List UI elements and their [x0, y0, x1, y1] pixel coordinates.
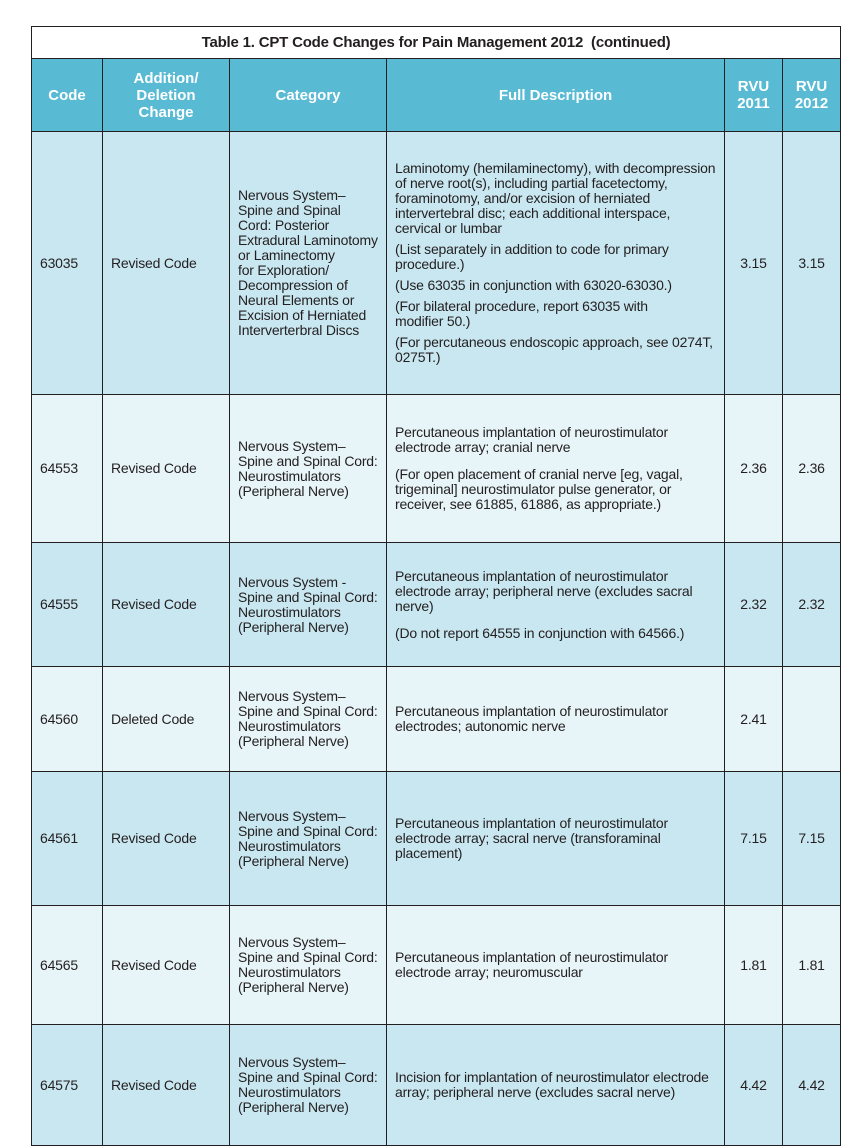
cell-rvu-2012: 2.36	[783, 395, 841, 543]
description-line: Percutaneous implantation of neurostimulator	[395, 567, 668, 584]
category-line: or Laminectomy	[238, 247, 335, 263]
cell-rvu-2011: 2.32	[725, 543, 783, 667]
category-line: Spine and Spinal Cord:	[238, 588, 378, 605]
description-line: cervical or lumbar	[395, 220, 502, 236]
table-title-text: Table 1. CPT Code Changes for Pain Management 2012	[201, 34, 584, 51]
category-line: Spine and Spinal Cord:	[238, 822, 378, 839]
category-line: Spine and Spinal Cord:	[238, 452, 378, 469]
description-paragraph	[395, 950, 716, 980]
table-row	[32, 395, 841, 543]
description-line: electrode array; cranial nerve	[395, 439, 571, 455]
cell-change: Revised Code	[103, 543, 230, 667]
description-line: electrodes; autonomic nerve	[395, 718, 566, 734]
description-line: receiver, see 61885, 61886, as appropriate.)	[395, 496, 661, 512]
cell-description	[387, 543, 725, 667]
category-line: Nervous System–	[238, 807, 346, 824]
description-line: of nerve root(s), including partial facetectomy,	[395, 175, 668, 191]
cell-code: 64565	[32, 906, 103, 1025]
cell-rvu-2011: 1.81	[725, 906, 783, 1025]
category-line: Neurostimulators	[238, 603, 341, 620]
description-paragraph	[395, 569, 716, 614]
description-line: array; peripheral nerve (excludes sacral nerve)	[395, 1084, 676, 1100]
cell-category	[230, 772, 387, 906]
header-category: Category	[230, 59, 387, 132]
cell-rvu-2012: 7.15	[783, 772, 841, 906]
category-line: Decompression of	[238, 277, 348, 293]
description-line: Percutaneous implantation of neurostimulator	[395, 815, 668, 831]
cell-category	[230, 1025, 387, 1146]
header-rvu-2011: RVU 2011	[725, 59, 783, 132]
header-change: Addition/ Deletion Change	[103, 59, 230, 132]
description-paragraph	[395, 626, 716, 641]
cell-change: Revised Code	[103, 1025, 230, 1146]
cell-description	[387, 906, 725, 1025]
category-line: Nervous System -	[238, 573, 347, 590]
description-paragraph	[395, 425, 716, 455]
table-title-suffix: (continued)	[591, 34, 671, 51]
category-line: Nervous System–	[238, 437, 346, 454]
table-row	[32, 132, 841, 395]
table-body	[32, 132, 841, 1146]
description-line: (For percutaneous endoscopic approach, see 0274T,	[395, 334, 713, 350]
table-row	[32, 906, 841, 1025]
description-line: Incision for implantation of neurostimulator electrode	[395, 1069, 709, 1085]
cell-code: 64560	[32, 667, 103, 772]
cell-code: 64575	[32, 1025, 103, 1146]
description-line: electrode array; sacral nerve (transforaminal	[395, 830, 661, 846]
cell-change: Revised Code	[103, 906, 230, 1025]
category-line: (Peripheral Nerve)	[238, 852, 349, 869]
category-line: (Peripheral Nerve)	[238, 482, 349, 499]
cell-category	[230, 667, 387, 772]
description-paragraph	[395, 467, 716, 512]
cell-rvu-2012: 1.81	[783, 906, 841, 1025]
description-line: modifier 50.)	[395, 313, 471, 329]
cell-code: 64555	[32, 543, 103, 667]
cell-description	[387, 667, 725, 772]
description-paragraph	[395, 1070, 716, 1100]
cell-category	[230, 906, 387, 1025]
cell-category	[230, 395, 387, 543]
category-line: Neurostimulators	[238, 1084, 341, 1100]
description-line: Percutaneous implantation of neurostimulator	[395, 424, 668, 440]
description-paragraph	[395, 335, 716, 365]
cell-change: Deleted Code	[103, 667, 230, 772]
description-line: Percutaneous implantation of neurostimulator	[395, 949, 668, 965]
description-line: (List separately in addition to code for primary	[395, 241, 669, 257]
description-line: placement)	[395, 845, 463, 861]
cell-rvu-2011: 2.36	[725, 395, 783, 543]
description-line: Laminotomy (hemilaminectomy), with decompression	[395, 160, 716, 176]
cell-change: Revised Code	[103, 132, 230, 395]
category-line: Spine and Spinal Cord:	[238, 1069, 378, 1085]
table-row	[32, 543, 841, 667]
category-line: Neurostimulators	[238, 467, 341, 484]
description-paragraph	[395, 704, 716, 734]
description-line: intervertebral disc; each additional interspace,	[395, 205, 671, 221]
category-line: Neurostimulators	[238, 837, 341, 854]
description-line: nerve)	[395, 597, 434, 614]
cell-code: 63035	[32, 132, 103, 395]
table-row	[32, 667, 841, 772]
category-line: Spine and Spinal Cord:	[238, 949, 378, 965]
description-line: (For open placement of cranial nerve [eg, vagal,	[395, 466, 683, 482]
header-description: Full Description	[387, 59, 725, 132]
description-line: (Use 63035 in conjunction with 63020-63030.)	[395, 277, 672, 293]
cell-rvu-2012	[783, 667, 841, 772]
description-paragraph	[395, 278, 716, 293]
cpt-code-changes-table-container	[31, 26, 840, 1146]
description-line: 0275T.)	[395, 349, 441, 365]
description-line: electrode array; neuromuscular	[395, 964, 583, 980]
category-line: (Peripheral Nerve)	[238, 1099, 349, 1115]
description-line: procedure.)	[395, 256, 465, 272]
table-row	[32, 772, 841, 906]
category-line: Cord: Posterior	[238, 217, 330, 233]
cell-rvu-2011: 3.15	[725, 132, 783, 395]
category-line: Nervous System–	[238, 688, 346, 704]
category-line: Nervous System–	[238, 187, 346, 203]
cell-category	[230, 543, 387, 667]
cpt-code-changes-table	[31, 26, 841, 1146]
category-line: (Peripheral Nerve)	[238, 618, 349, 635]
header-code: Code	[32, 59, 103, 132]
category-line: Interverterbral Discs	[238, 322, 360, 338]
cell-code: 64561	[32, 772, 103, 906]
table-header-row	[32, 59, 841, 132]
description-line: (For bilateral procedure, report 63035 with	[395, 298, 648, 314]
cell-code: 64553	[32, 395, 103, 543]
cell-rvu-2012: 4.42	[783, 1025, 841, 1146]
cell-description	[387, 132, 725, 395]
description-line: foraminotomy, and/or excision of herniated	[395, 190, 651, 206]
description-line: trigeminal] neurostimulator pulse generator, or	[395, 481, 672, 497]
cell-rvu-2012: 3.15	[783, 132, 841, 395]
table-title	[32, 27, 841, 59]
description-line: Percutaneous implantation of neurostimulator	[395, 703, 668, 719]
cell-rvu-2012: 2.32	[783, 543, 841, 667]
category-line: (Peripheral Nerve)	[238, 979, 349, 995]
header-rvu-2012: RVU 2012	[783, 59, 841, 132]
category-line: (Peripheral Nerve)	[238, 733, 349, 749]
category-line: Nervous System–	[238, 934, 346, 950]
category-line: Neurostimulators	[238, 718, 341, 734]
category-line: Nervous System–	[238, 1054, 346, 1070]
category-line: for Exploration/	[238, 262, 329, 278]
category-line: Spine and Spinal	[238, 202, 341, 218]
description-line: electrode array; peripheral nerve (excludes sacral	[395, 582, 693, 599]
description-paragraph	[395, 299, 716, 329]
category-line: Neural Elements or	[238, 292, 355, 308]
cell-rvu-2011: 7.15	[725, 772, 783, 906]
description-line: (Do not report 64555 in conjunction with 64566.)	[395, 624, 685, 641]
cell-rvu-2011: 2.41	[725, 667, 783, 772]
category-line: Neurostimulators	[238, 964, 341, 980]
cell-description	[387, 1025, 725, 1146]
table-row	[32, 1025, 841, 1146]
description-paragraph	[395, 242, 716, 272]
category-line: Extradural Laminotomy	[238, 232, 378, 248]
category-line: Spine and Spinal Cord:	[238, 703, 378, 719]
category-line: Excision of Herniated	[238, 307, 367, 323]
cell-category	[230, 132, 387, 395]
cell-description	[387, 395, 725, 543]
cell-change: Revised Code	[103, 395, 230, 543]
cell-change: Revised Code	[103, 772, 230, 906]
cell-description	[387, 772, 725, 906]
cell-rvu-2011: 4.42	[725, 1025, 783, 1146]
description-paragraph	[395, 816, 716, 861]
description-paragraph	[395, 161, 716, 236]
